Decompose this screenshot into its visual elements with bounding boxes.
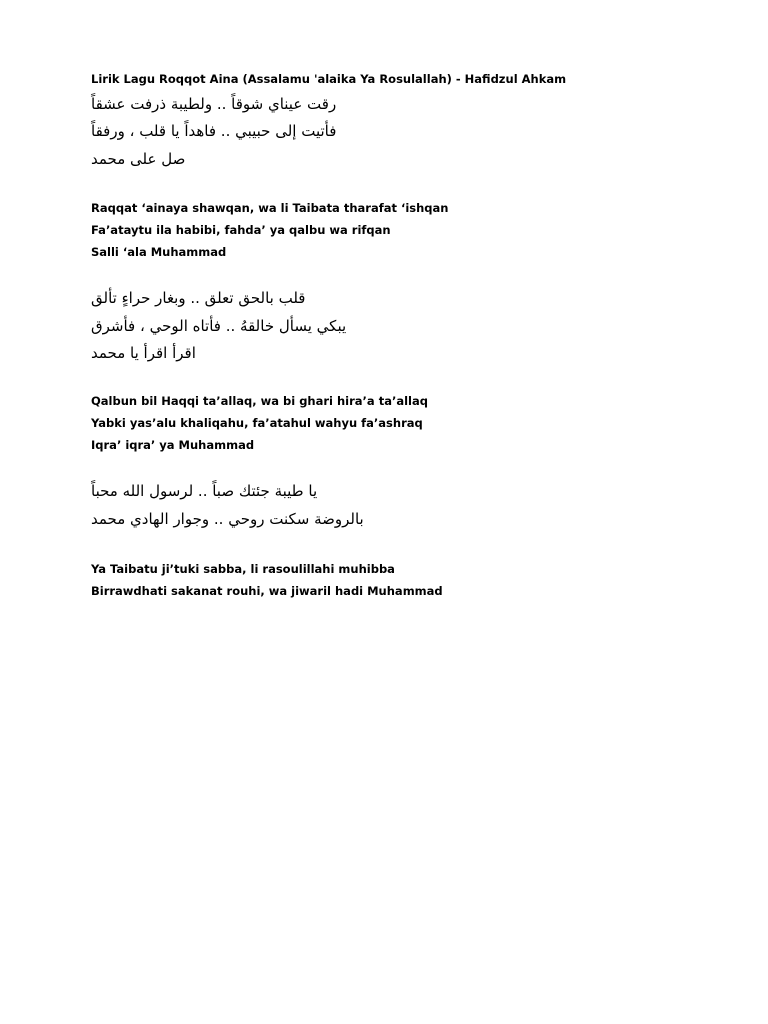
arabic-line: قلب بالحق تعلق .. وبغار حراءٍ تألق (91, 289, 306, 307)
transliteration-line: Salli ‘ala Muhammad (91, 245, 227, 259)
arabic-line: اقرأ اقرأ يا محمد (91, 344, 196, 362)
transliteration-line: Fa’ataytu ila habibi, fahda’ ya qalbu wa rifqan (91, 223, 391, 237)
arabic-line: يا طيبة جئتك صباً .. لرسول الله محباً (91, 482, 318, 500)
transliteration-line: Raqqat ‘ainaya shawqan, wa li Taibata tharafat ‘ishqan (91, 201, 449, 215)
arabic-line: فأتيت إلى حبيبي .. فاهداً يا قلب ، ورفقاً (91, 122, 337, 140)
transliteration-line: Ya Taibatu ji’tuki sabba, li rasoulillahi muhibba (91, 562, 395, 576)
arabic-line: صل على محمد (91, 150, 186, 168)
transliteration-line: Birrawdhati sakanat rouhi, wa jiwaril hadi Muhammad (91, 584, 443, 598)
transliteration-line: Yabki yas’alu khaliqahu, fa’atahul wahyu fa’ashraq (91, 416, 423, 430)
transliteration-line: Iqra’ iqra’ ya Muhammad (91, 438, 255, 452)
arabic-line: يبكي يسأل خالقهُ .. فأتاه الوحي ، فأشرق (91, 317, 347, 335)
transliteration-line: Qalbun bil Haqqi ta’allaq, wa bi ghari hira’a ta’allaq (91, 394, 428, 408)
arabic-line: رقت عيناي شوقاً .. ولطيبة ذرفت عشقاً (91, 95, 337, 113)
arabic-line: بالروضة سكنت روحي .. وجوار الهادي محمد (91, 510, 364, 528)
document-title: Lirik Lagu Roqqot Aina (Assalamu 'alaika Ya Rosulallah) - Hafidzul Ahkam (91, 72, 567, 86)
